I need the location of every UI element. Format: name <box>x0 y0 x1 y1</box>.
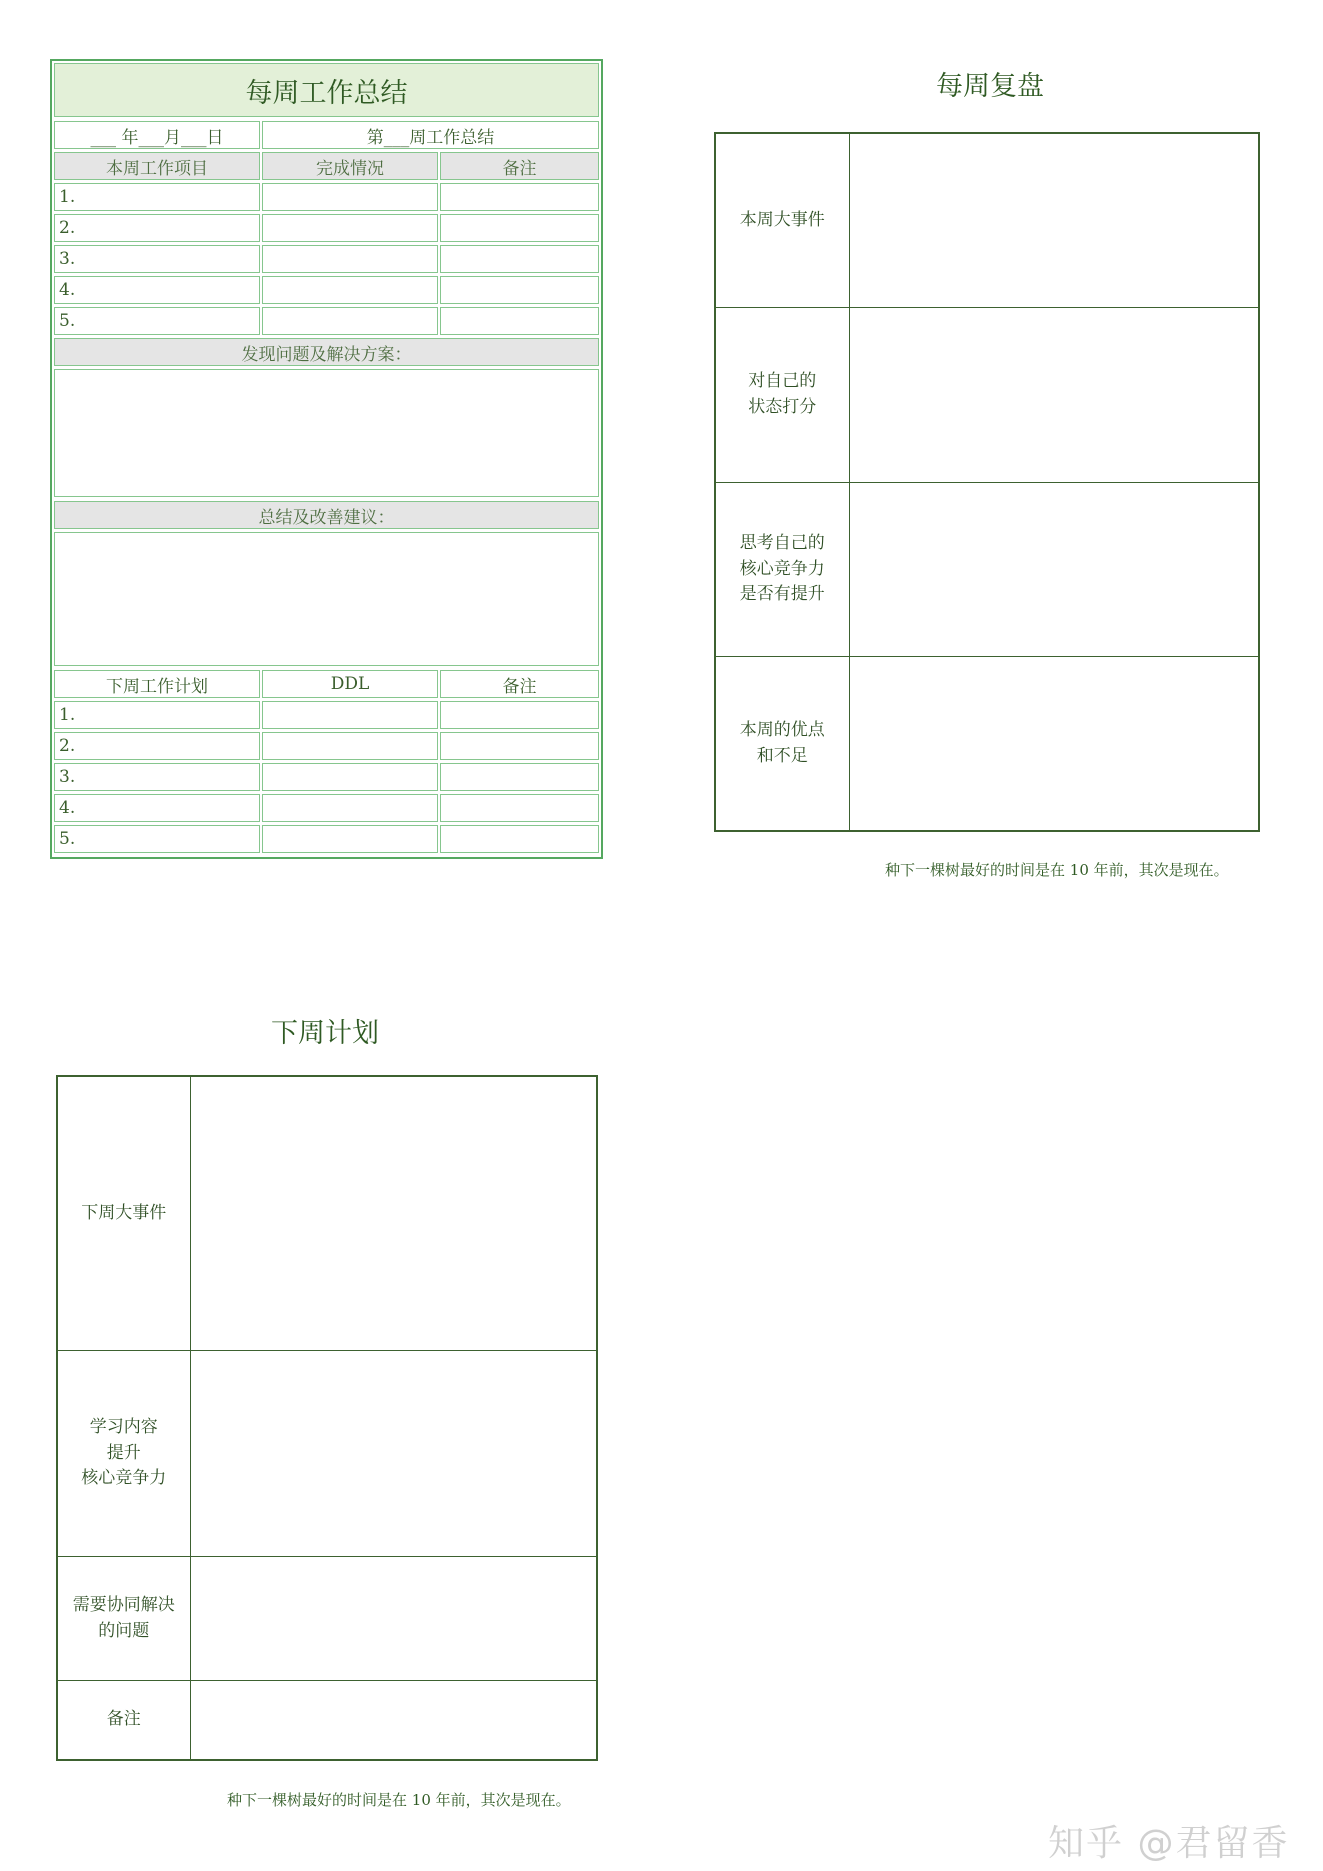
completion-cell-2[interactable] <box>262 214 438 242</box>
weekly-summary-form <box>50 59 603 859</box>
plan-label-learning: 学习内容 提升 核心竞争力 <box>57 1351 190 1557</box>
review-label-self-score: 对自己的 状态打分 <box>715 308 849 483</box>
work-item-row-4[interactable]: 4. <box>54 276 260 304</box>
review-title: 每周复盘 <box>936 71 1044 102</box>
completion-cell-4[interactable] <box>262 276 438 304</box>
week-number-field[interactable]: 第___周工作总结 <box>262 121 599 149</box>
next-notes-cell-3[interactable] <box>440 763 599 791</box>
header-completion: 完成情况 <box>262 152 438 180</box>
completion-cell-3[interactable] <box>262 245 438 273</box>
next-plan-row-2[interactable]: 2. <box>54 732 260 760</box>
review-input-pros-cons[interactable] <box>849 657 1259 832</box>
review-label-core-competence: 思考自己的 核心竞争力 是否有提升 <box>715 482 849 657</box>
work-item-row-2[interactable]: 2. <box>54 214 260 242</box>
plan-input-learning[interactable] <box>190 1351 597 1557</box>
ddl-cell-4[interactable] <box>262 794 438 822</box>
review-input-major-events[interactable] <box>849 133 1259 308</box>
next-notes-cell-2[interactable] <box>440 732 599 760</box>
plan-label-collaboration-issues: 需要协同解决 的问题 <box>57 1556 190 1680</box>
review-label-major-events: 本周大事件 <box>715 133 849 308</box>
ddl-cell-2[interactable] <box>262 732 438 760</box>
plan-input-major-events[interactable] <box>190 1076 597 1351</box>
plan-label-notes: 备注 <box>57 1681 190 1760</box>
work-item-row-3[interactable]: 3. <box>54 245 260 273</box>
header-work-items: 本周工作项目 <box>54 152 260 180</box>
plan-input-notes[interactable] <box>190 1681 597 1760</box>
summary-title: 每周工作总结 <box>54 63 599 117</box>
review-label-pros-cons: 本周的优点 和不足 <box>715 657 849 832</box>
notes-cell-3[interactable] <box>440 245 599 273</box>
date-field[interactable]: ___ 年___月___日 <box>54 121 260 149</box>
weekly-review-table <box>714 132 1260 832</box>
next-week-plan-table <box>56 1075 598 1761</box>
header-notes: 备注 <box>440 152 599 180</box>
next-plan-row-1[interactable]: 1. <box>54 701 260 729</box>
header-ddl: DDL <box>262 670 438 698</box>
work-item-row-1[interactable]: 1. <box>54 183 260 211</box>
notes-cell-2[interactable] <box>440 214 599 242</box>
plan-quote: 种下一棵树最好的时间是在 10 年前，其次是现在。 <box>227 1791 571 1809</box>
next-notes-cell-5[interactable] <box>440 825 599 853</box>
plan-label-major-events: 下周大事件 <box>57 1076 190 1351</box>
review-quote: 种下一棵树最好的时间是在 10 年前，其次是现在。 <box>885 861 1229 879</box>
zhihu-watermark: 知乎 @君留香 <box>1048 1823 1290 1864</box>
header-next-week-plan: 下周工作计划 <box>54 670 260 698</box>
suggestions-label: 总结及改善建议： <box>54 501 599 529</box>
work-item-row-5[interactable]: 5. <box>54 307 260 335</box>
completion-cell-1[interactable] <box>262 183 438 211</box>
ddl-cell-3[interactable] <box>262 763 438 791</box>
next-plan-row-4[interactable]: 4. <box>54 794 260 822</box>
ddl-cell-1[interactable] <box>262 701 438 729</box>
review-input-self-score[interactable] <box>849 308 1259 483</box>
next-notes-cell-1[interactable] <box>440 701 599 729</box>
notes-cell-1[interactable] <box>440 183 599 211</box>
problems-label: 发现问题及解决方案： <box>54 338 599 366</box>
plan-input-collaboration-issues[interactable] <box>190 1556 597 1680</box>
next-notes-cell-4[interactable] <box>440 794 599 822</box>
header-next-notes: 备注 <box>440 670 599 698</box>
review-input-core-competence[interactable] <box>849 482 1259 657</box>
next-plan-row-5[interactable]: 5. <box>54 825 260 853</box>
notes-cell-5[interactable] <box>440 307 599 335</box>
ddl-cell-5[interactable] <box>262 825 438 853</box>
next-plan-row-3[interactable]: 3. <box>54 763 260 791</box>
completion-cell-5[interactable] <box>262 307 438 335</box>
notes-cell-4[interactable] <box>440 276 599 304</box>
problems-textarea[interactable] <box>54 369 599 497</box>
suggestions-textarea[interactable] <box>54 532 599 666</box>
plan-title: 下周计划 <box>271 1018 379 1049</box>
